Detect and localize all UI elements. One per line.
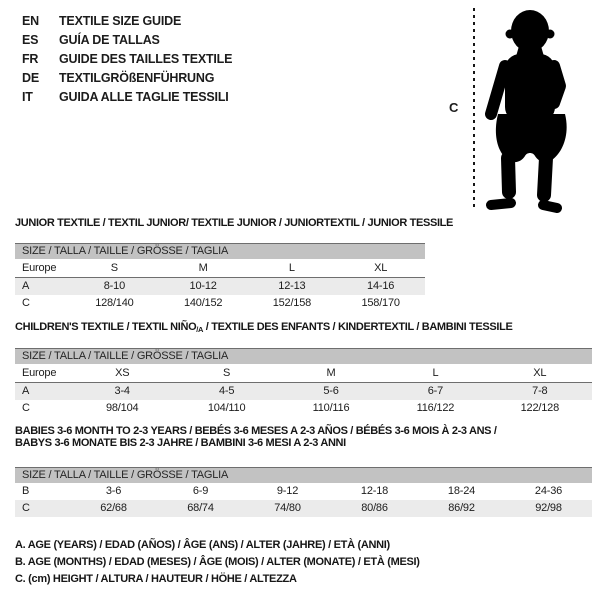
row-label: Europe: [22, 262, 57, 274]
value-cell: 24-36: [534, 485, 563, 497]
row-label: Europe: [22, 367, 57, 379]
value-cell: 122/128: [520, 402, 560, 414]
value-cell: 74/80: [274, 502, 301, 514]
footnote-a: A. AGE (YEARS) / EDAD (AÑOS) / ÂGE (ANS) / ALTER (JAHRE) / ETÀ (ANNI): [15, 539, 390, 551]
language-code: FR: [22, 52, 39, 66]
value-cell: 140/152: [183, 297, 223, 309]
value-cell: 62/68: [100, 502, 127, 514]
title-line-1: BABIES 3-6 MONTH TO 2-3 YEARS / BEBÉS 3-6 MESES A 2-3 AÑOS / BÉBÉS 3-6 MOIS À 2-3 ANS /: [15, 425, 497, 437]
title-subscript: /A: [196, 325, 204, 334]
title-part: CHILDREN'S TEXTILE / TEXTIL NIÑO: [15, 321, 197, 333]
value-cell: 80/86: [361, 502, 388, 514]
value-cell: 3-4: [114, 385, 130, 397]
language-label: GUIDA ALLE TAGLIE TESSILI: [59, 90, 229, 104]
language-code: EN: [22, 14, 39, 28]
language-code: ES: [22, 33, 39, 47]
language-code: IT: [22, 90, 33, 104]
language-row-de: [22, 69, 232, 88]
childrens-table: [15, 348, 592, 417]
childrens-table-title: [15, 321, 512, 334]
language-row-es: [22, 31, 232, 50]
footnote-c: C. (cm) HEIGHT / ALTURA / HAUTEUR / HÖHE / ALTEZZA: [15, 573, 297, 585]
height-measure-dashed-line: [473, 8, 475, 208]
title-line-2: BABYS 3-6 MONATE BIS 2-3 JAHRE / BAMBINI 3-6 MESI A 2-3 ANNI: [15, 437, 346, 449]
value-cell: 128/140: [95, 297, 134, 309]
babies-table-title: [15, 425, 497, 449]
language-row-it: [22, 88, 232, 107]
value-cell: 12-13: [278, 280, 306, 292]
table-row-europe: [15, 259, 425, 278]
row-label: C: [22, 402, 30, 414]
language-code: DE: [22, 71, 39, 85]
table-row-height: [15, 500, 592, 517]
row-label: C: [22, 502, 30, 514]
value-cell: 6-7: [427, 385, 444, 397]
size-cell: L: [432, 367, 439, 379]
junior-table: [15, 243, 425, 312]
value-cell: 4-5: [218, 385, 235, 397]
value-cell: 8-10: [103, 280, 125, 292]
row-label: A: [22, 385, 30, 397]
value-cell: 7-8: [532, 385, 548, 397]
size-cell: S: [223, 367, 231, 379]
size-header-bar: SIZE / TALLA / TAILLE / GRÖSSE / TAGLIA: [15, 243, 425, 259]
value-cell: 5-6: [323, 385, 339, 397]
table-row-europe: [15, 364, 592, 383]
size-header-bar: SIZE / TALLA / TAILLE / GRÖSSE / TAGLIA: [15, 348, 592, 364]
value-cell: 9-12: [276, 485, 299, 497]
footnotes: [15, 537, 420, 588]
language-list: [22, 12, 232, 107]
language-label: TEXTILGRÖßENFÜHRUNG: [59, 71, 215, 85]
size-cell: XL: [374, 262, 388, 274]
language-label: TEXTILE SIZE GUIDE: [59, 14, 182, 28]
value-cell: 152/158: [272, 297, 312, 309]
row-label: A: [22, 280, 30, 292]
language-row-en: [22, 12, 232, 31]
value-cell: 98/104: [105, 402, 139, 414]
language-row-fr: [22, 50, 232, 69]
value-cell: 158/170: [361, 297, 400, 309]
babies-table: [15, 467, 592, 517]
table-row-months: [15, 483, 592, 500]
size-cell: M: [198, 262, 208, 274]
row-label: C: [22, 297, 30, 309]
table-row-age: [15, 278, 425, 295]
value-cell: 92/98: [535, 502, 562, 514]
value-cell: 6-9: [192, 485, 209, 497]
size-cell: XS: [115, 367, 130, 379]
title-part: / TEXTILE DES ENFANTS / KINDERTEXTIL / BAMBINI TESSILE: [203, 321, 513, 333]
junior-table-title: JUNIOR TEXTILE / TEXTIL JUNIOR/ TEXTILE JUNIOR / JUNIORTEXTIL / JUNIOR TESSILE: [15, 217, 454, 229]
height-marker-label: C: [449, 100, 459, 115]
language-label: GUÍA DE TALLAS: [59, 33, 160, 47]
value-cell: 3-6: [105, 485, 122, 497]
value-cell: 14-16: [367, 280, 395, 292]
value-cell: 110/116: [312, 402, 350, 414]
toddler-silhouette-icon: [483, 8, 593, 213]
size-cell: XL: [533, 367, 547, 379]
language-label: GUIDE DES TAILLES TEXTILE: [59, 52, 233, 66]
size-cell: M: [326, 367, 336, 379]
size-header-bar: SIZE / TALLA / TAILLE / GRÖSSE / TAGLIA: [15, 467, 592, 483]
size-cell: S: [110, 262, 118, 274]
row-label: B: [22, 485, 30, 497]
value-cell: 116/122: [416, 402, 455, 414]
value-cell: 10-12: [189, 280, 217, 292]
table-row-age: [15, 383, 592, 400]
value-cell: 18-24: [447, 485, 476, 497]
table-row-height: [15, 295, 425, 312]
size-cell: L: [288, 262, 295, 274]
value-cell: 12-18: [360, 485, 389, 497]
table-row-height: [15, 400, 592, 417]
value-cell: 86/92: [448, 502, 475, 514]
value-cell: 68/74: [187, 502, 214, 514]
footnote-b: B. AGE (MONTHS) / EDAD (MESES) / ÂGE (MOIS) / ALTER (MONATE) / ETÀ (MESI): [15, 556, 420, 568]
value-cell: 104/110: [207, 402, 246, 414]
